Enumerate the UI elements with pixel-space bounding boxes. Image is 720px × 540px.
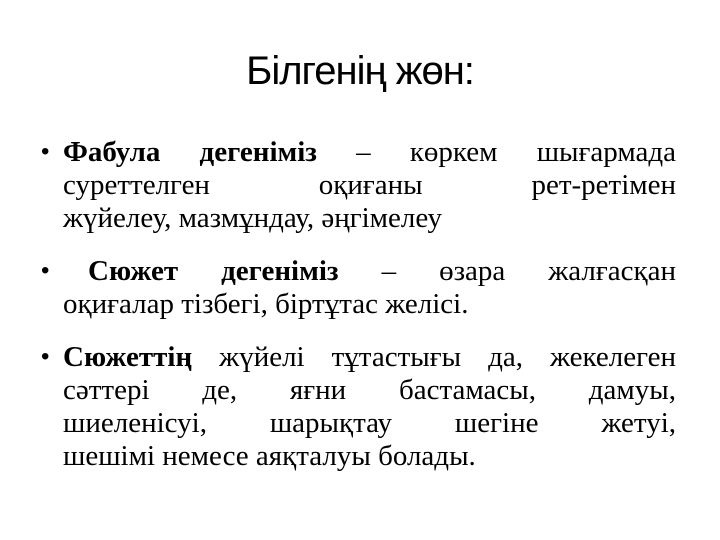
text-line [63, 374, 676, 407]
line-text: – көркем шығармада [316, 136, 676, 168]
bullet-item-fabula [40, 136, 676, 235]
text-line [63, 255, 676, 288]
bullet-icon: • [41, 138, 50, 165]
text-line [63, 202, 676, 235]
text-line [63, 288, 676, 321]
bold-lead: Сюжет дегеніміз [88, 255, 339, 287]
bold-lead: Фабула дегеніміз [63, 136, 317, 168]
line-text: сәттері де, яғни бастамасы, дамуы, [63, 374, 676, 406]
line-text: жүйелі тұтастығы да, жекелеген [192, 341, 676, 373]
bullet-icon: • [41, 343, 50, 370]
slide-title: Білгенің жөн: [246, 49, 474, 93]
line-text: жүйелеу, мазмұндау, әңгімелеу [63, 202, 443, 234]
line-text: суреттелген оқиғаны рет-ретімен [63, 169, 676, 201]
line-text: шешімі немесе аяқталуы болады. [63, 440, 476, 472]
text-line [63, 440, 676, 473]
bullet-item-syuzhettin [40, 341, 676, 473]
text-line [63, 407, 676, 440]
line-text: шиеленісуі, шарықтау шегіне жетуі, [63, 407, 676, 439]
text-line [63, 136, 676, 169]
text-line [63, 169, 676, 202]
line-text: – өзара жалғасқан [338, 255, 677, 287]
line-text: оқиғалар тізбегі, біртұтас желісі. [63, 288, 469, 320]
text-line [63, 341, 676, 374]
bullet-item-syuzhet [40, 255, 676, 321]
bullet-icon: • [41, 257, 50, 284]
bold-lead: Сюжеттің [63, 341, 193, 373]
bullet-list [40, 136, 676, 493]
